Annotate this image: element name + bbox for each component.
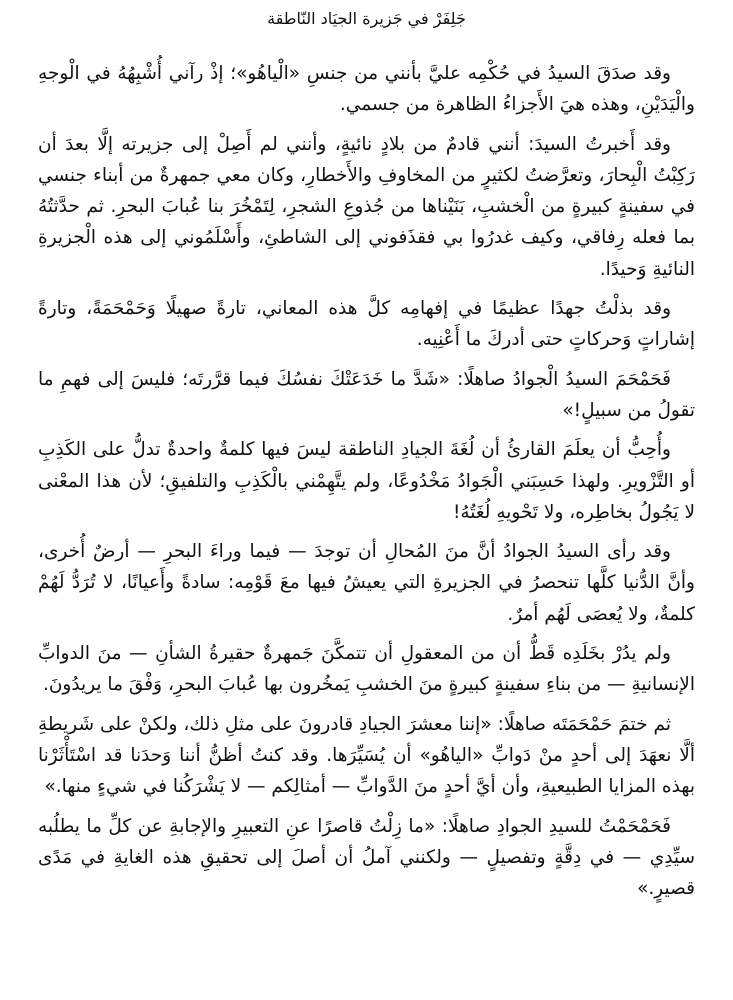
paragraph-2: وقد أَخبرتُ السيدَ: أنني قادمٌ من بلادٍ نائيةٍ، وأنني لم أَصِلْ إلى جزيرته إلَّا بعدَ أن رَكِبْتُ الْبِحارَ، وتعرَّضتُ لكثيرٍ من المخاوفِ والأَخطارِ، وكان معي جمهرةٌ من أبناء جنسي في سفينةٍ كبيرةٍ من الْخشبِ، بَنَيْناها من جُذوعِ الشجرِ، لِتَمْخُرَ بنا عُبابَ البحرِ. ثم حدَّثتُهُ بما فعله رِفاقي، وكيف غدرُوا بي فقذَفوني إلى الشاطئِ، وأَسْلَمُوني إلى هذه الْجزيرةِ النائيةِ وَحيدًا. [38, 133, 695, 280]
paragraph-9: فَحَمْحَمْتُ للسيدِ الجوادِ صاهلًا: «ما زِلْتُ قاصرًا عنِ التعبيرِ والإجابةِ عن كلِّ ما يطلُبه سيِّدِي — في دِقَّةٍ وتفصيلٍ — ولكنني آملُ أن أصلَ إلى تحقيقِ هذه الغايةِ في مَدًى قصيرٍ.» [38, 815, 695, 900]
paragraph-5: وأُحِبُّ أن يعلَمَ القارئُ أن لُغَةَ الجيادِ الناطقة ليسَ فيها كلمةٌ واحدةٌ تدلُّ على الكَذِبِ أو التَّزْويرِ. ولهذا حَسِبَني الْجَوادُ مَخْدُوعًا، ولم يتَّهِمْني بالْكَذِبِ والتلفيقِ؛ لأن هذا المعْنى لا يَجُولُ بخاطِره، ولا تَحْويهِ لُغَتُهُ! [38, 439, 695, 523]
paragraph-6: وقد رأى السيدُ الجوادُ أنَّ منَ المُحالِ أن توجدَ — فيما وراءَ البحرِ — أرضٌ أُخرى، وأنَّ الدُّنيا كلَّها تنحصرُ في الجزيرةِ التي يعيشُ فيها معَ قَوْمِه: سادةً وأَعيانًا، لا تُرَدُّ لَهُمْ كلمةٌ، ولا يُعصَى لَهُم أمرٌ. [38, 541, 695, 625]
paragraph-7: ولم يدُرْ بخَلَدِه قَطُّ أن من المعقولِ أن تتمكَّنَ جَمهرةٌ حقيرةُ الشأنِ — منَ الدوابِّ الإنسانيةِ — من بناءِ سفينةٍ كبيرةٍ منَ الخشبِ يَمخُرون بها عُبابَ البحرِ، وَفْقَ ما يريدُونَ. [38, 643, 695, 696]
paragraph-8: ثم ختمَ حَمْحَمَتَه صاهلًا: «إننا معشرَ الجيادِ قادرونَ على مثلِ ذلك، ولكنْ على شَريطةِ ألَّا نعهَدَ إلى أحدٍ منْ دَوابِّ «الياهُو» أن يُسَيِّرَها. وقد كنتُ أظنُّ أننا وَحدَنا قد اسْتَأْثَرْنا بهذه المزايا الطبيعيةِ، وأن أيَّ أحدٍ منَ الدَّوابِّ — أمثالِكم — لا يَشْرَكُنا في شيءٍ منها.» [38, 713, 695, 798]
running-header: جَلِفَرْ في جَزيرة الجيَاد النّاطقة [267, 9, 466, 28]
paragraph-1: وقد صدَقَ السيدُ في حُكْمِه عليَّ بأنني من جنسِ «الْياهُو»؛ إذْ رآني أُشْبِهُهُ في الْوجهِ والْيَدَيْنِ، وهذه هيَ الأَجزاءُ الظاهرة من جسمي. [38, 63, 695, 116]
paragraph-3: وقد بذلْتُ جهدًا عظيمًا في إفهامِه كلَّ هذه المعاني، تارةً صهيلًا وَحَمْحَمَةً، وتارةً إشاراتٍ وَحركاتٍ حتى أدركَ ما أَعْنِيه. [38, 298, 695, 351]
paragraph-4: فَحَمْحَمَ السيدُ الْجوادُ صاهلًا: «شَدَّ ما خَدَعَتْكَ نفسُكَ فيما قرَّرتَه؛ فليسَ إلى فهمِ ما تقولُ من سبيلٍ!» [38, 368, 695, 421]
body-text [38, 58, 695, 904]
